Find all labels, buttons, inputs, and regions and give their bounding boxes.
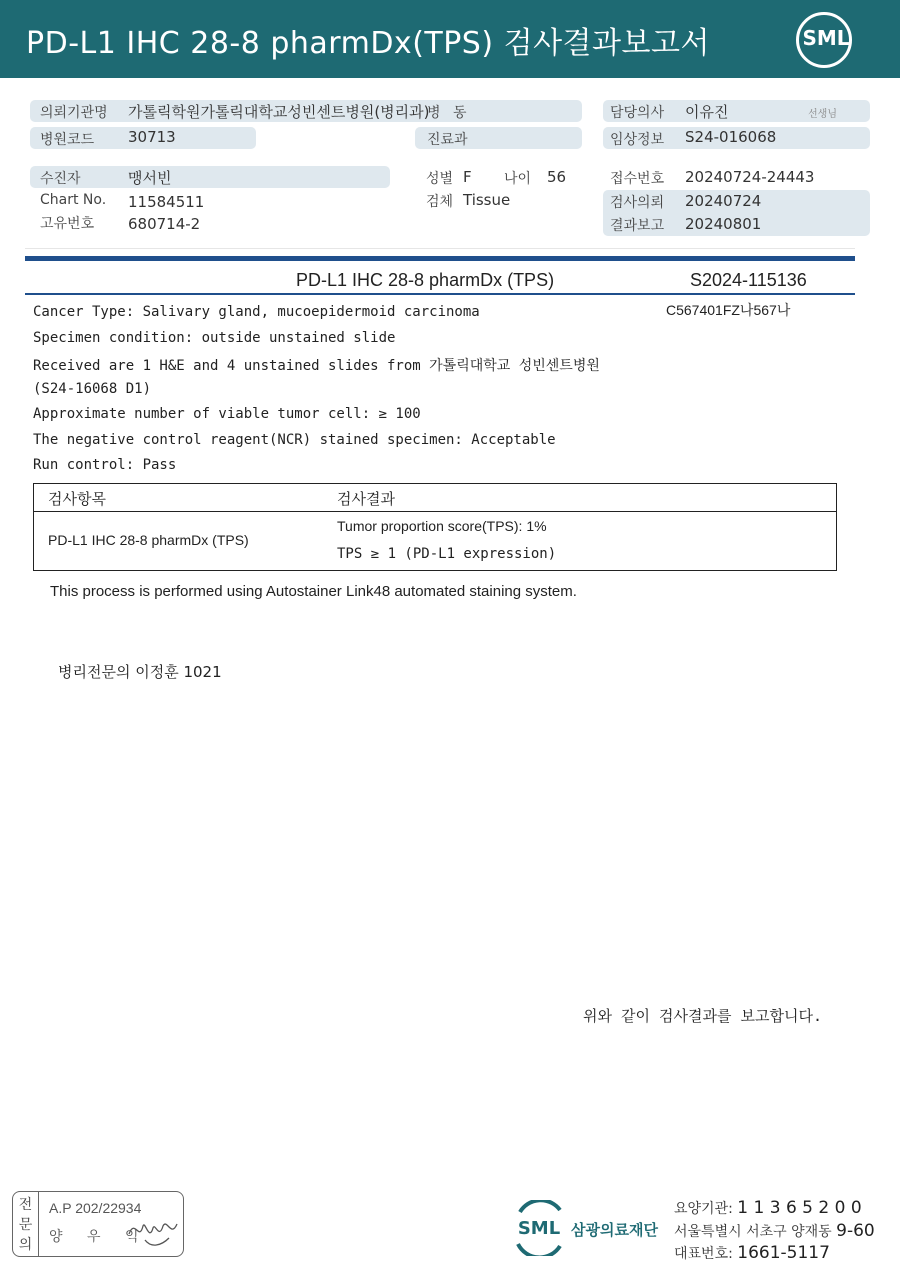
- result-item: PD-L1 IHC 28-8 pharmDx (TPS): [48, 532, 249, 548]
- code-label: 요양기관:: [674, 1201, 733, 1217]
- finding-line: Cancer Type: Salivary gland, mucoepidermoid carcinoma: [33, 304, 480, 320]
- receipt-label: 접수번호: [610, 171, 665, 187]
- report-date-value: 20240801: [685, 215, 762, 233]
- receipt-value: 20240724-24443: [685, 168, 815, 186]
- clinical-info-value: S24-016068: [685, 128, 777, 146]
- info-bar-patient: [30, 166, 390, 188]
- stamp-side-char: 전: [18, 1197, 33, 1213]
- finding-line: Specimen condition: outside unstained slide: [33, 330, 396, 346]
- test-title: PD-L1 IHC 28-8 pharmDx (TPS): [296, 270, 555, 290]
- hospital-code-value: 30713: [128, 128, 176, 146]
- institution-label: 의뢰기관명: [40, 105, 108, 121]
- institution-value: 가톨릭학원가톨릭대학교성빈센트병원(병리과): [128, 103, 430, 121]
- stamp-side-label: [13, 1192, 39, 1256]
- handwritten-signature: [125, 1212, 185, 1252]
- footer-address-line: [674, 1221, 875, 1241]
- clinical-info-label: 임상정보: [610, 132, 665, 148]
- specimen-label: 검체: [426, 194, 454, 210]
- age-label: 나이: [504, 171, 532, 187]
- doctor-label: 담당의사: [610, 105, 665, 121]
- hospital-code-label: 병원코드: [40, 132, 95, 148]
- closing-statement: 위와 같이 검사결과를 보고합니다.: [583, 1007, 822, 1025]
- finding-line: Received are 1 H&E and 4 unstained slides from 가톨릭대학교 성빈센트병원: [33, 358, 600, 374]
- sample-code: C567401FZ나567나: [666, 302, 791, 318]
- finding-line: Approximate number of viable tumor cell: ≥ 100: [33, 406, 421, 422]
- doctor-value: 이유진: [685, 103, 729, 121]
- age-value: 56: [547, 168, 567, 186]
- header-result: 검사결과: [337, 490, 395, 508]
- pathologist-signature-line: 병리전문의 이정훈 1021: [58, 663, 222, 681]
- footer-phone-line: [674, 1243, 830, 1263]
- process-note: This process is performed using Autostainer Link48 automated staining system.: [50, 583, 577, 600]
- footer-code-line: [674, 1198, 862, 1218]
- footer-logo-text: SML: [517, 1218, 561, 1239]
- finding-line: (S24-16068 D1): [33, 381, 152, 397]
- result-tps-interpretation: TPS ≥ 1 (PD-L1 expression): [337, 546, 557, 562]
- report-title: PD-L1 IHC 28-8 pharmDx(TPS) 검사결과보고서: [26, 26, 710, 61]
- stamp-side-char: 의: [18, 1237, 33, 1253]
- id-label: 고유번호: [40, 216, 95, 232]
- request-label: 검사의뢰: [610, 195, 665, 211]
- divider-thin: [25, 293, 855, 295]
- result-table-header: [34, 484, 836, 512]
- stamp-license: A.P 202/22934: [49, 1200, 142, 1216]
- ward-suffix: 동: [453, 105, 467, 121]
- address-number: 9-60: [836, 1221, 875, 1241]
- department-label: 진료과: [427, 132, 468, 148]
- result-table: [33, 483, 837, 571]
- request-value: 20240724: [685, 192, 762, 210]
- sex-label: 성별: [426, 171, 454, 187]
- sml-footer-logo-icon: [510, 1200, 568, 1256]
- sml-logo-text: SML: [802, 26, 850, 50]
- patient-label: 수진자: [40, 171, 81, 187]
- specimen-value: Tissue: [463, 191, 511, 209]
- code-value: 1 1 3 6 5 2 0 0: [737, 1198, 862, 1218]
- specialist-stamp: [12, 1191, 184, 1257]
- chart-label: Chart No.: [40, 192, 107, 208]
- phone-value: 1661-5117: [737, 1243, 830, 1263]
- sex-value: F: [463, 168, 472, 186]
- chart-value: 11584511: [128, 193, 205, 211]
- address: 서울특별시 서초구 양재동: [674, 1224, 832, 1240]
- doctor-suffix: 선생님: [808, 109, 837, 120]
- report-number: S2024-115136: [690, 270, 807, 290]
- finding-line: The negative control reagent(NCR) stained specimen: Acceptable: [33, 432, 556, 448]
- finding-line: Run control: Pass: [33, 457, 177, 473]
- phone-label: 대표번호:: [674, 1246, 733, 1262]
- report-header: [0, 0, 900, 78]
- id-value: 680714-2: [128, 215, 201, 233]
- patient-value: 맹서빈: [128, 169, 172, 187]
- org-name: 삼광의료재단: [571, 1221, 658, 1239]
- divider-thick: [25, 256, 855, 261]
- stamp-name: 양 우 익: [49, 1229, 149, 1245]
- stamp-side-char: 문: [18, 1217, 33, 1233]
- report-date-label: 결과보고: [610, 218, 665, 234]
- ward-label: 병: [427, 105, 441, 121]
- divider-light: [25, 248, 855, 249]
- header-item: 검사항목: [48, 490, 106, 508]
- result-tps-score: Tumor proportion score(TPS): 1%: [337, 518, 547, 534]
